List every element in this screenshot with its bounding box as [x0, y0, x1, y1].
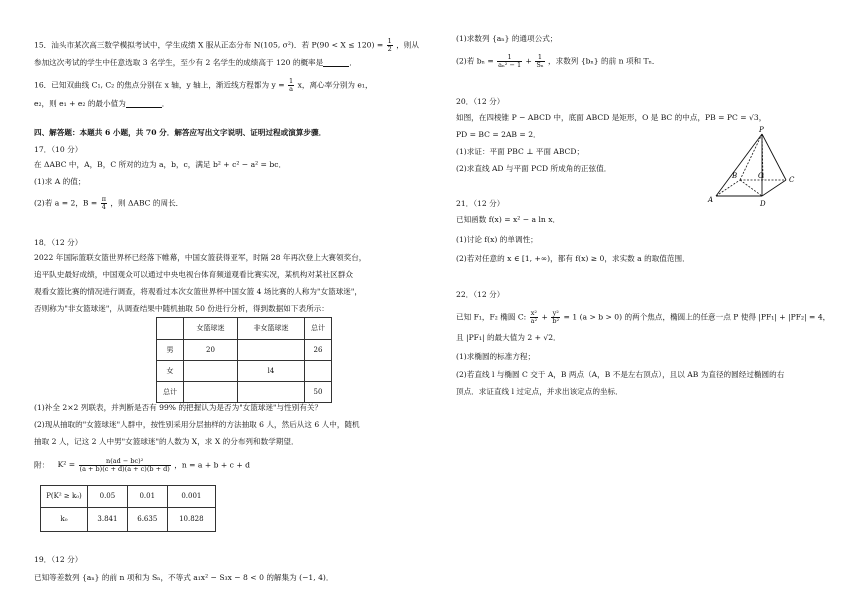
q22-line1-b: = 1 (a > b > 0) 的两个焦点，椭圆上的任意一点 P 使得 |PF₁| + |PF₂| = 4，: [563, 312, 831, 322]
q15-text: 15．汕头市某次高三数学模拟考试中，学生成绩 X 服从正态分布 N(105, σ²)．若 P(90 < X ≤ 120) =: [34, 40, 384, 50]
table-header: [157, 318, 184, 340]
table-header: 女篮球迷: [184, 318, 238, 340]
label-O: O: [758, 172, 764, 180]
q18-part2-line1: (2)现从抽取的"女篮球迷"人群中，按性别采用分层抽样的方法抽取 6 人，然后从这 6 人中，随机: [34, 420, 360, 429]
table-cell: l4: [237, 361, 304, 382]
q16-text-a: 16．已知双曲线 C₁, C₂ 的焦点分别在 x 轴，y 轴上，渐近线方程都为 y =: [34, 80, 285, 90]
formula-fraction: $\frac{\text{n(ad − bc)²}}{(a + b)(c + d)(a + c)(b + d)}$: [79, 457, 170, 473]
q19-part2-b: ，求数列 {bₙ} 的前 n 项和 Tₙ．: [548, 56, 660, 66]
table-cell: [237, 382, 304, 403]
q15-fraction: $\frac{1}{2}$: [387, 37, 392, 53]
q20-part2: (2)求直线 AD 与平面 PCD 所成角的正弦值．: [456, 164, 612, 173]
q18-line3: 观看女篮比赛的情况进行调查，将观看过本次女篮世界杯中国女篮 4 场比赛的人称为"女篮球迷"，: [34, 287, 362, 296]
table-cell: 0.05: [88, 486, 128, 508]
q17-part1: (1)求 A 的值；: [34, 177, 86, 186]
q17-heading: 17．（10 分）: [34, 145, 83, 154]
q15-text2: ，则从: [396, 40, 419, 50]
q15-line2: [34, 58, 357, 67]
table-cell: 20: [184, 340, 238, 361]
q22-fraction-1: $\frac{\text{x²}}{\text{a²}}$: [530, 309, 538, 325]
table-cell: P(K² ≥ k₀): [41, 486, 88, 508]
q22-plus: +: [541, 312, 548, 322]
q21-part2: (2)若对任意的 x ∈ [1, +∞)，都有 f(x) ≥ 0，求实数 a 的取值范围．: [456, 254, 690, 263]
q19-stem: 已知等差数列 {aₙ} 的前 n 项和为 Sₙ，不等式 a₁x² − S₃x − 8 < 0 的解集为 (−1, 4)．: [34, 573, 334, 582]
q22-heading: 22．（12 分）: [456, 290, 505, 299]
section-heading: 四、解答题：本题共 6 小题，共 70 分．解答应写出文字说明、证明过程或演算步骤．: [34, 128, 327, 137]
q22-part2-line2: 顶点．求证直线 l 过定点，并求出该定点的坐标．: [456, 387, 623, 396]
q16-text-b: x，离心率分别为 e₁，: [297, 80, 373, 90]
table-cell: 男: [157, 340, 184, 361]
q18-line1: 2022 年国际篮联女篮世界杯已经落下帷幕，中国女篮获得亚军，时隔 28 年再次登上大赛领奖台，: [34, 253, 367, 262]
q16-line2: [34, 99, 169, 108]
table-cell: 总计: [157, 382, 184, 403]
label-D: D: [760, 200, 766, 208]
q22-fraction-2: $\frac{\text{y²}}{\text{b²}}$: [552, 309, 560, 325]
q18-heading: 18．（12 分）: [34, 238, 83, 247]
q18-part1: (1)补全 2×2 列联表，并判断是否有 99% 的把握认为是否为"女篮球迷"与性别有关？: [34, 403, 323, 412]
q17-part2: [34, 196, 183, 211]
table-cell: 50: [305, 382, 332, 403]
q16-answer-blank[interactable]: [126, 99, 162, 108]
q17-stem: 在 ΔABC 中，A，B，C 所对的边为 a，b，c，满足 b² + c² − a² = bc．: [34, 160, 287, 169]
label-B: B: [732, 172, 738, 180]
q22-line1: [456, 310, 830, 325]
q22-line2: 且 |PF₁| 的最大值为 2 + √2．: [456, 333, 561, 342]
table-cell: 0.001: [167, 486, 215, 508]
q21-stem: 已知函数 f(x) = x² − a ln x．: [456, 215, 561, 224]
table-cell: 26: [305, 340, 332, 361]
q15-line1: [34, 38, 419, 53]
q15-line2-text: 参加这次考试的学生中任意选取 3 名学生，至少有 2 名学生的成绩高于 120 的概率是: [34, 58, 324, 67]
q21-part1: (1)讨论 f(x) 的单调性；: [456, 235, 538, 244]
q17-part2-a: (2)若 a = 2，B =: [34, 198, 98, 208]
table-cell: [305, 361, 332, 382]
q15-answer-blank[interactable]: [323, 58, 349, 67]
table-cell: 10.828: [167, 508, 215, 532]
q18-part2-line2: 抽取 2 人，记这 2 人中男"女篮球迷"的人数为 X，求 X 的分布列和数学期望．: [34, 437, 299, 446]
q22-part1: (1)求椭圆的标准方程；: [456, 352, 536, 361]
q16-fraction: $\frac{1}{a}$: [289, 77, 294, 93]
formula-rhs: ，n = a + b + c + d: [174, 460, 250, 470]
q20-heading: 20．（12 分）: [456, 97, 505, 106]
table-cell: [237, 340, 304, 361]
q22-part2-line1: (2)若直线 l 与椭圆 C 交于 A，B 两点（A，B 不是左右顶点），且以 AB 为直径的圆经过椭圆的右: [456, 370, 785, 379]
label-A: A: [708, 196, 714, 204]
q16-line2-text: e₂，则 e₁ + e₂ 的最小值为: [34, 99, 126, 108]
q19-part1: (1)求数列 {aₙ} 的通项公式；: [456, 34, 558, 43]
table-cell: 6.635: [127, 508, 167, 532]
q16-end: ．: [161, 99, 170, 108]
table-cell: k₀: [41, 508, 88, 532]
table-header: 非女篮球迷: [237, 318, 304, 340]
q22-line1-a: 已知 F₁，F₂ 椭圆 C:: [456, 312, 527, 322]
q19-fraction-1: $\frac{1}{\text{aₙ² − 1}}$: [498, 53, 522, 69]
q19-plus: +: [525, 56, 532, 66]
q21-heading: 21．（12 分）: [456, 199, 505, 208]
q19-part2-a: (2)若 bₙ =: [456, 56, 494, 66]
table-cell: [184, 361, 238, 382]
formula-label: 附：: [34, 460, 50, 470]
table-cell: 女: [157, 361, 184, 382]
q15-end: ．: [349, 58, 357, 67]
q18-line2: 追平队史最好成绩，中国观众可以通过中央电视台体育频道观看比赛实况，某机构对某社区群众: [34, 270, 353, 279]
q20-line1: 如图，在四棱锥 P − ABCD 中，底面 ABCD 是矩形，O 是 BC 的中点，PB = PC = √3，: [456, 113, 767, 122]
contingency-table: [156, 317, 332, 403]
label-P: P: [759, 126, 764, 134]
table-header: 总计: [305, 318, 332, 340]
k2-formula: [34, 458, 250, 473]
q20-part1: (1)求证：平面 PBC ⊥ 平面 ABCD；: [456, 147, 585, 156]
table-cell: 3.841: [88, 508, 128, 532]
q19-fraction-2: $\frac{1}{\text{Sₙ}}$: [536, 53, 544, 69]
pyramid-figure: [704, 126, 808, 210]
table-cell: 0.01: [127, 486, 167, 508]
q19-heading: 19．（12 分）: [34, 555, 83, 564]
q17-fraction: $\frac{\pi}{4}$: [101, 195, 106, 211]
q20-line2: PD = BC = 2AB = 2．: [456, 130, 541, 139]
label-C: C: [789, 176, 795, 184]
formula-lhs: K² =: [57, 460, 76, 470]
q16-line1: [34, 78, 373, 93]
q19-part2: [456, 54, 660, 69]
q17-part2-b: ，则 ΔABC 的周长．: [110, 198, 184, 208]
q18-line4: 否则称为"非女篮球迷"，从调查结果中随机抽取 50 份进行分析，得到数据如下表所示：: [34, 304, 329, 313]
table-cell: [184, 382, 238, 403]
critical-value-table: [40, 485, 216, 532]
